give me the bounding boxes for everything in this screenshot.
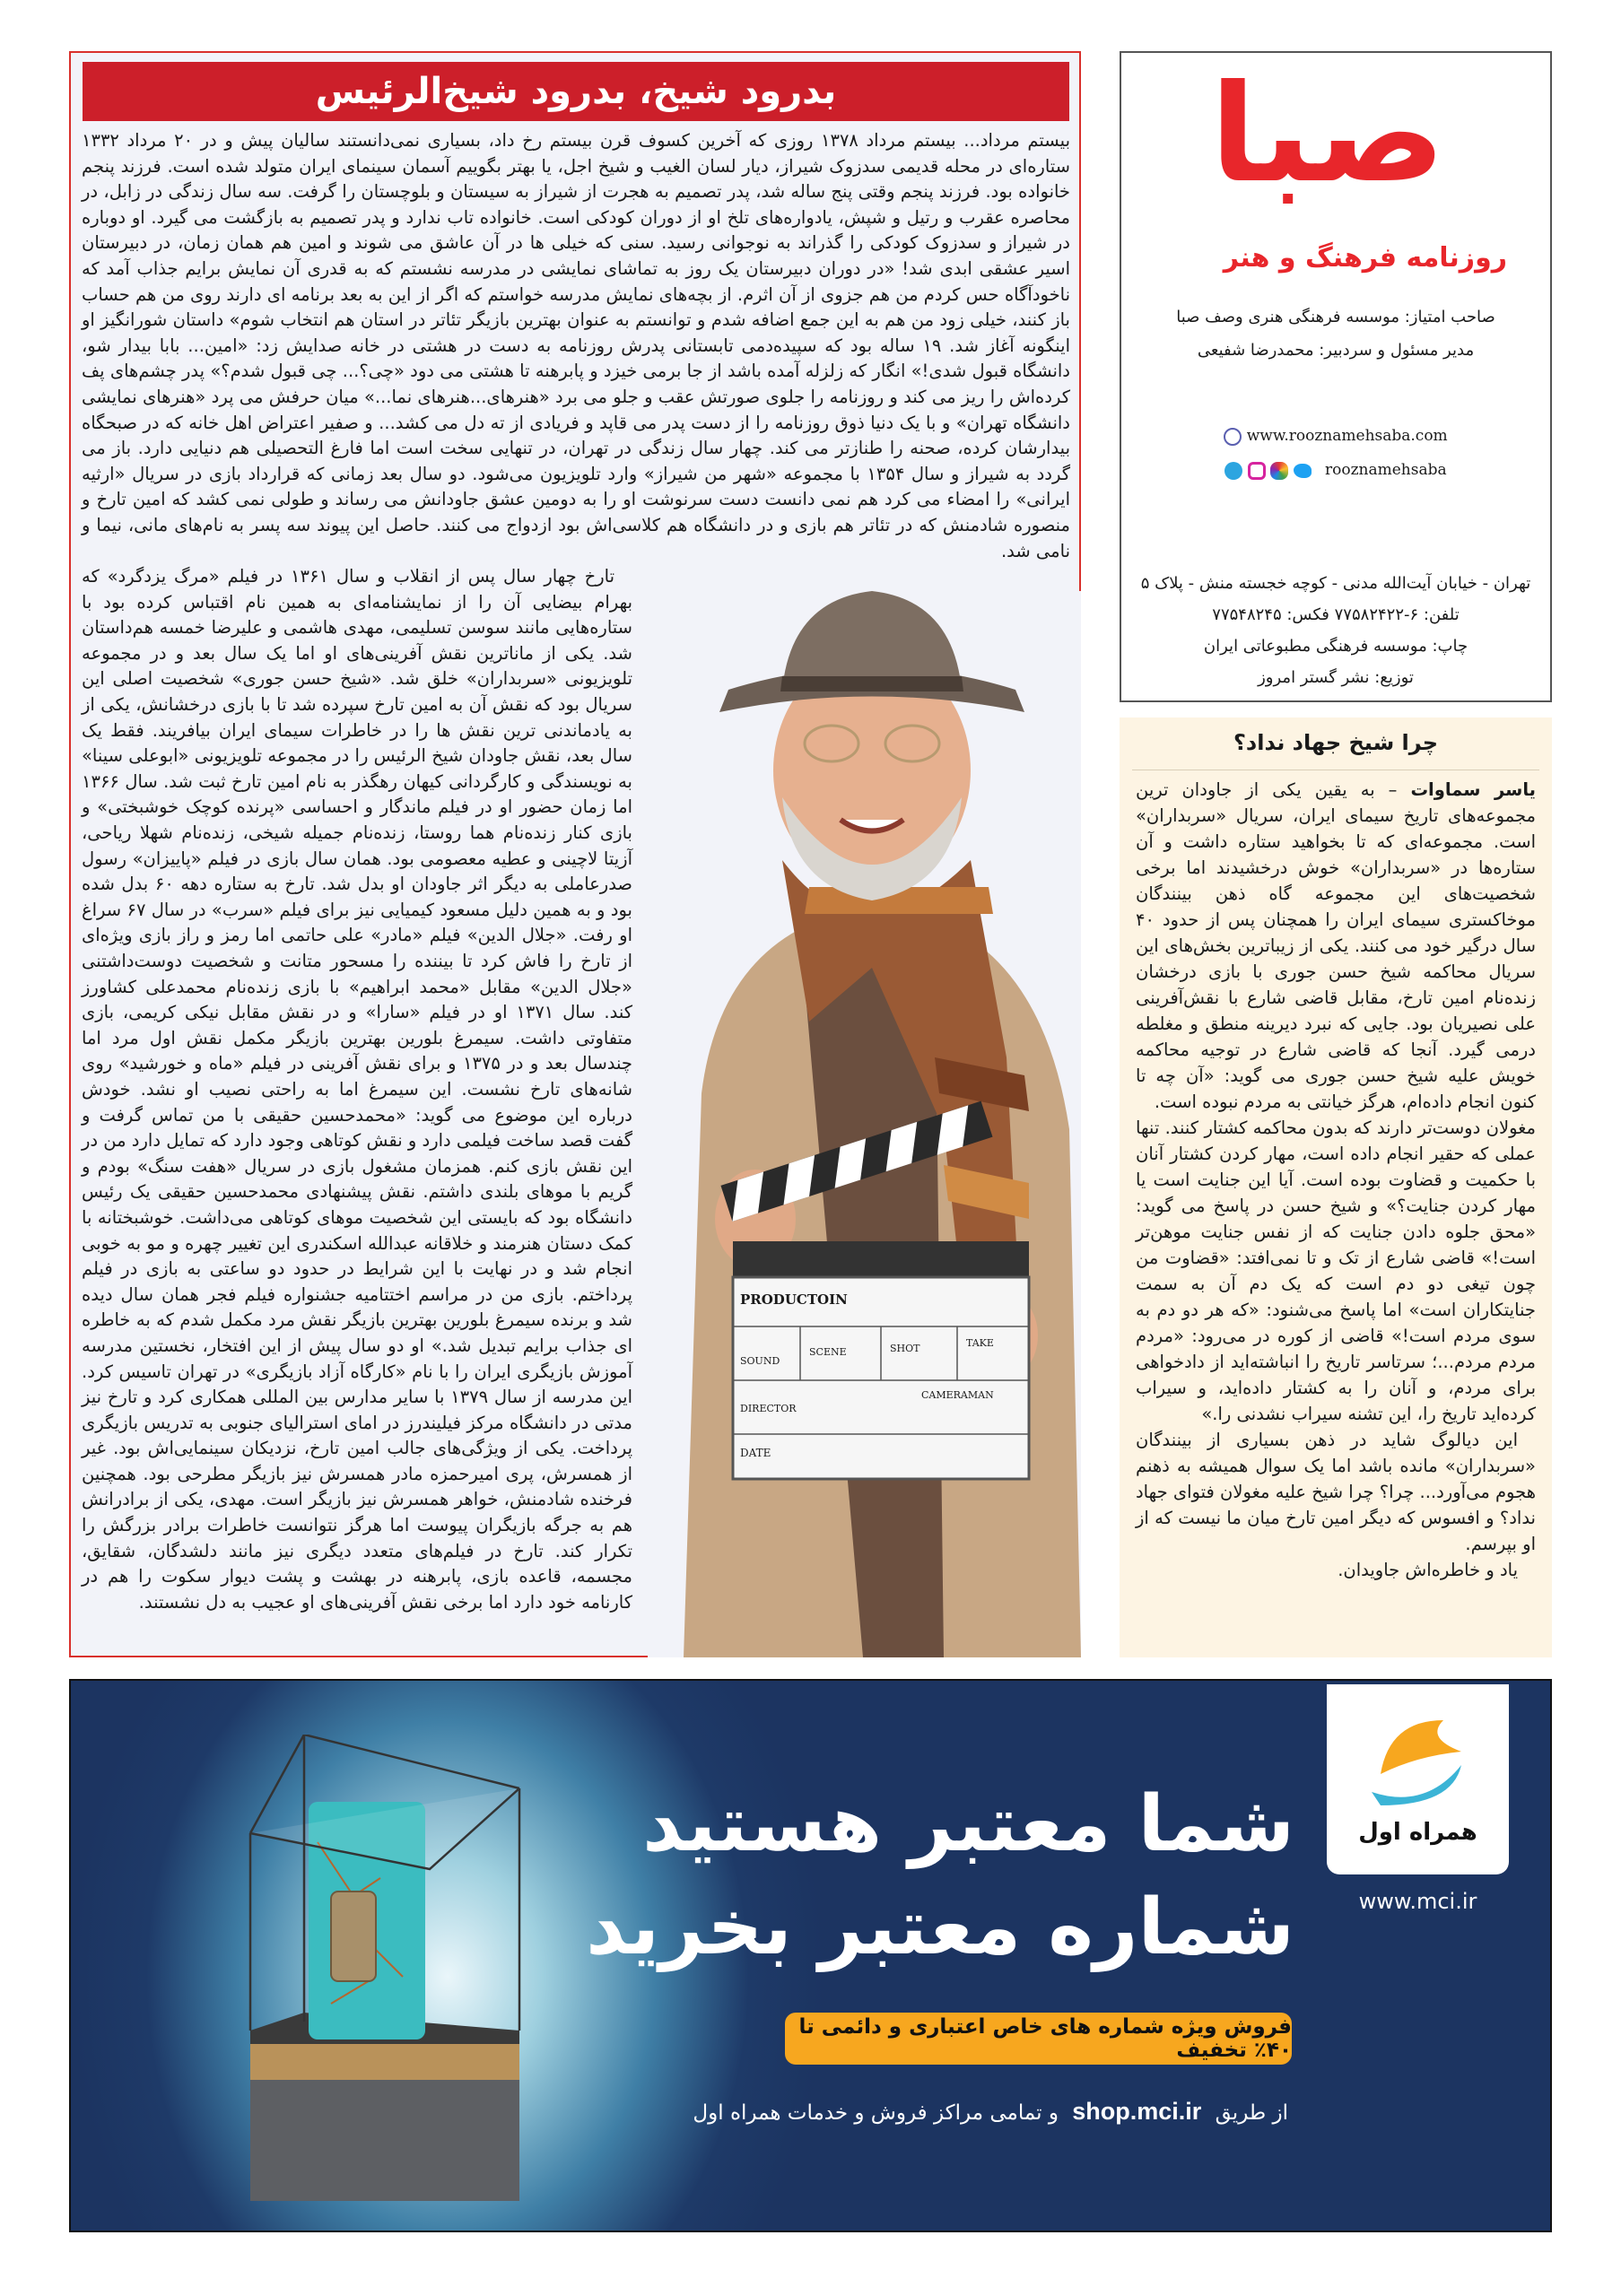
offer-banner[interactable] [785, 2013, 1292, 2065]
twitter-icon[interactable] [1294, 464, 1312, 478]
article-title: بدرود شیخ، بدرود شیخ‌الرئیس [83, 62, 1069, 121]
mci-logo-card[interactable] [1327, 1684, 1509, 1874]
mci-logo-icon [1327, 1684, 1509, 1819]
main-article [69, 51, 1081, 1657]
logo-wordmark: صبا [1209, 57, 1446, 213]
sidebar-paragraph: مغولان دوست‌تر دارند که بدون محاکمه کشتار کنند. تنها عملی که حقیر انجام داده است، مهار کردن کشتار آنان با حکمیت و قضاوت بوده است. آیا این جنایت است یا مهار کردن جنایت؟» و شیخ حسن در پاسخ می گوید: «محق جلوه دادن جنایت که از نفس جنایت موهن‌تر است!» قاضی شارع از تک و تا نمی‌افتد: «قضاوت من چون تیغی دو دم است که یک دم آن به سمت جنایتکاران است» اما پاسخ می‌شنود: «که هر دو دم به سوی مردم است!» قاضی از کوره در می‌رود: «مردم مردم مردم...؛ سرتاسر تاریخ را انباشته‌اید از دادخواهی برای مردم، و آنان را به کشتار داده‌اید، و سیراب کرده‌اید تاریخ را، این تشنه سیراب نشدنی را.» [1136, 1118, 1536, 1424]
clapper-director: DIRECTOR [740, 1403, 797, 1414]
clapper-scene: SCENE [809, 1346, 847, 1358]
website-row[interactable] [1121, 424, 1550, 448]
distribution-line: توزیع: نشر گستر امروز [1258, 668, 1414, 687]
sidebar-signoff: یاد و خاطره‌اش جاویدان. [1338, 1560, 1518, 1580]
globe-icon [1224, 428, 1242, 446]
telegram-icon[interactable] [1224, 462, 1242, 480]
actor-photo [648, 591, 1081, 1657]
sim-display-case-illustration [232, 1735, 528, 2201]
saba-logo [1157, 58, 1525, 291]
social-row [1121, 458, 1550, 482]
sidebar-author: یاسر سماوات [1410, 779, 1536, 800]
sidebar-column [1120, 718, 1552, 1657]
phone-line: تلفن: ۶-۷۷۵۸۲۴۲۲ فکس: ۷۷۵۴۸۲۴۵ [1212, 605, 1460, 624]
instagram-icon[interactable] [1248, 462, 1266, 480]
ad-headline-2: شماره معتبر بخرید [586, 1883, 1294, 1972]
sidebar-body [1136, 777, 1536, 1583]
clapper-sound: SOUND [740, 1355, 780, 1367]
offer-text: فروش ویژه شماره های خاص اعتباری و دائمی تا ۴۰٪ تخفیف [798, 2015, 1292, 2062]
clapper-cameraman: CAMERAMAN [921, 1389, 994, 1401]
article-paragraph: تارخ چهار سال پس از انقلاب و سال ۱۳۶۱ در فیلم «مرگ یزدگرد» که بهرام بیضایی آن را از نمایشنامه‌ای به همین نام اقتباس کرده بود با ستاره‌هایی مانند سوسن تسلیمی، مهدی هاشمی و علیرضا خمسه هم‌داستان شد. یکی از ماناترین نقش آفرینی‌های او اما یک سال بعد و در مجموعه تلویزیونی «سربداران» خلق شد. «شیخ حسن جوری» شخصیت اصلی این سریال بود که نقش آن به امین تارخ سپرده شد تا با بازی درخشانش، یکی از به یادماندنی ترین نقش ها را در خاطرات سیمای ایران بیافریند. فقط یک سال بعد، نقش جاودان شیخ الرئیس را در مجموعه تلویزیونی «ابوعلی سینا» به نویسندگی و کارگردانی کیهان رهگذر به نام امین تارخ ثبت شد. سال ۱۳۶۶ اما زمان حضور او در فیلم ماندگار و احساسی «پرنده کوچک خوشبختی» و بازی کنار زنده‌نام هما روستا، زنده‌نام جمیله شیخی، زنده‌نام شهلا ریاحی، آزیتا لاچینی و عطیه معصومی بود. همان سال بازی در فیلم «پاییزان» رسول صدرعاملی به دیگر اثر جاودان او بدل شد. تارخ به ستاره دهه ۶۰ بدل شده بود و به همین دلیل مسعود کیمیایی نیز برای فیلم «سرب» در سال ۶۷ سراغ او رفت. «جلال الدین» فیلم «مادر» علی حاتمی اما رمز و راز بازی ویژه‌ای از تارخ را فاش کرد تا بیننده را مسحور متانت و شخصیت دوست‌داشتنی «جلال الدین» مقابل «محمد ابراهیم» با بازی زنده‌نام محمدعلی کشاورز کند. سال ۱۳۷۱ او در فیلم «سارا» و در نقش مقابل نیکی کریمی، بازی متفاوتی داشت. سیمرغ بلورین بهترین بازیگر مکمل نقش اول مرد اما چندسال بعد و در ۱۳۷۵ و برای نقش آفرینی در فیلم «ماه و خورشید» روی شانه‌های تارخ نشست. این سیمرغ اما به راحتی نصیب او نشد. خودش درباره این موضوع می گوید: «محمدحسین حقیقی با من تماس گرفت و گفت قصد ساخت فیلمی دارد و نقش کوتاهی وجود دارد که تمایل دارد من در این نقش بازی کنم. همزمان مشغول بازی در سریال «هفت سنگ» بودم و گریم با موهای بلندی داشتم. نقش پیشنهادی محمدحسین حقیقی یک رئیس دانشگاه بود که بایستی این شخصیت موهای کوتاهی می‌داشت. خوشبختانه با کمک دستان هنرمند و خلاقانه عبدالله اسکندری این تغییر چهره و مو به خوبی انجام شد و در نهایت با این شرایط در حدود دو ساعتی به بازی در فیلم پرداختم. بازی من در مراسم اختتامیه جشنواره فیلم فجر همان سال دیده شد و برنده سیمرغ بلورین بهترین بازیگر نقش مرد مکمل شدم که به خاطره ای جذاب برایم تبدیل شد.» او دو سال پیش از این افتخار، نخستین مدرسه آموزش بازیگری ایران را با نام «کارگاه آزاد بازیگری» در تهران تاسیس کرد. این مدرسه از سال ۱۳۷۹ با سایر مدارس بین المللی همکاری کرد و تارخ نیز مدتی در دانشگاه مرکز فیلیندرز در امای استرالیای جنوبی به تدریس بازیگری پرداخت. یکی از ویژگی‌های جالب امین تارخ، نزدیکان سینمایی‌اش بود. غیر از همسرش، پری امیرحمزه مادر همسرش نیز بازیگر مطرحی بود. همچنین فرخنده شادمنش، خواهر همسرش نیز بازیگر است. مهدی، یکی از برادرانش هم به جرگه بازیگران پیوست اما هرگز نتوانست خاطرات برادر بزرگش را تکرار کند. تارخ در فیلم‌های متعدد دیگری نیز مانند دلشدگان، شقایق، مجسمه، قاعده بازی، پابرهنه در بهشت و پشت دیوار سکوت را هم در کارنامه خود دارد اما برخی نقش آفرینی‌های او عجیب به دل نشستند. [82, 566, 632, 1613]
masthead [1120, 51, 1552, 702]
editor-line: مدیر مسئول و سردبیر: محمدرضا شفیعی [1197, 341, 1475, 360]
sidebar-paragraph: این دیالوگ شاید در ذهن بسیاری از بینندگان «سربداران» مانده باشد اما یک سوال همیشه به ذهنم هجوم می‌آورد... چرا؟ چرا شیخ علیه مغولان فتوای جهاد نداد؟ و افسوس که دیگر امین تارخ میان ما نیست که از او بپرسم. [1136, 1430, 1536, 1554]
sidebar-title: چرا شیخ جهاد نداد؟ [1233, 730, 1439, 755]
mci-advertisement[interactable] [69, 1679, 1552, 2232]
aparat-icon[interactable] [1270, 462, 1288, 480]
ad-headline-1: شما معتبر هستید [642, 1779, 1294, 1869]
channels-prefix: از طریق [1215, 2101, 1288, 2125]
social-handle[interactable]: rooznamehsaba [1324, 461, 1447, 479]
clapper-shot: SHOT [890, 1343, 920, 1354]
ad-channels [693, 2098, 1288, 2126]
website-link[interactable]: www.rooznamehsaba.com [1246, 427, 1448, 445]
mci-brand-name: همراه اول [1358, 1819, 1477, 1846]
actor-illustration [648, 591, 1081, 1657]
clapper-take: TAKE [966, 1337, 994, 1349]
sidebar-paragraph: – به یقین یکی از جاودان ترین مجموعه‌های تاریخ سیمای ایران، سریال «سربداران» است. مجموعه‌ای که تا بخواهید ستاره داشت و آن ستاره‌ها در «سربداران» خوش درخشیدند اما برخی شخصیت‌های این مجموعه گاه ذهن بینندگان موخاکستری سیمای ایران را همچنان پس از حدود ۴۰ سال درگیر خود می کنند. یکی از زیباترین بخش‌های این سریال محاکمه شیخ حسن جوری با بازی درخشان زنده‌نام امین تارخ، مقابل قاضی شارع با نقش‌آفرینی علی نصیریان بود. جایی که نبرد دیرینه منطق و مغلطه درمی گیرد. آنجا که قاضی شارع در توجیه محاکمه خویش علیه شیخ حسن جوری می گوید: «آن چه تا کنون انجام داده‌ام، هرگز خیانتی به مردم نبوده است. [1136, 779, 1536, 1112]
channels-suffix: و تمامی مراکز فروش و خدمات همراه اول [693, 2101, 1059, 2125]
mci-website[interactable]: www.mci.ir [1358, 1889, 1477, 1914]
address-line: تهران - خیابان آیت‌الله مدنی - کوچه خجسته منش - پلاک ۵ [1140, 574, 1531, 593]
logo-tagline: روزنامه فرهنگ و هنر [1223, 242, 1507, 274]
clapper-production: PRODUCTOIN [740, 1292, 848, 1308]
article-paragraph: بیستم مرداد... بیستم مرداد ۱۳۷۸ روزی که آخرین کسوف قرن بیستم رخ داد، بسیاری نمی‌دانستند سالیان پیش و در ۲۰ مرداد ۱۳۳۲ ستاره‌ای در محله قدیمی سدزوک شیراز، دیار لسان الغیب و شیخ اجل، یا بهتر بگوییم آسمان سینمای ایران متولد شده است. فرزند پنجم خانواده بود. فرزند پنجم وقتی پنج ساله شد، پدر تصمیم به هجرت از شیراز به سیستان و بلوچستان را گرفت. سه سال زندگی در زابل، در محاصره عقرب و رتیل و شپش، یادواره‌های تلخ او از دوران کودکی است. خانواده تاب ندارد و پدر تصمیم به بازگشت می گیرد. او دوباره در شیراز و سدزوک کودکی را گذراند به نوجوانی رسید. سنی که خیلی ها در آن عاشق می شوند و امین هم همان زمان، در دبیرستان اسیر عشقی ابدی شد! «در دوران دبیرستان یک روز به تماشای نمایشی در مدرسه نشستم که به قدری آن نمایش برایم جذاب آمد که ناخودآگاه حس کردم من هم جزوی از آن اثرم. از بچه‌های نمایش مدرسه خواستم که اگر از این به بعد برنامه ای دارند روی من هم حساب باز کنند، خیلی زود من هم به این جمع اضافه شدم و توانستم به عنوان بهترین بازیگر تئاتر در استان هم انتخاب شوم» داستان شورانگیز او اینگونه آغاز شد. ۱۹ ساله بود که سپیده‌دمی تابستانی پدرش روزنامه به دست در هشتی در خانه صدایش زد: «امین... بابا بیدار شو، دانشگاه قبول شدی!» انگار که زلزله آمده باشد از جا برمی خیزد و پابرهنه تا هشتی می دود «چی؟... چی قبول شدم؟» پدر چشم‌های پف کرده‌اش را ریز می کند و روزنامه را جلوی صورتش عقب و جلو می برد «هنرهای...هنرهای نما...» میان حرفش می پرد «هنرهای نمایشی دانشگاه تهران» و با یک دنیا ذوق روزنامه را از دست پدر می قاپد و فریادی از ته دل می کشد... و صفیر اعتراض اهل خانه که در صبحگاه بیدارشان کرده، صحنه را طنازتر می کند. چهار سال زندگی در تهران، در تنهایی سخت است اما فارغ التحصیلی هم دنیایی دارد. باز می گردد به شیراز و سال ۱۳۵۴ با مجموعه «شهر من شیراز» وارد تلویزیون می‌شود. دو سال بعد زمانی که قرارداد بازی در سریال «ارثیه ایرانی» را امضاء می کرد هم نمی دانست دست سرنوشت او را به دومین عشق جاودانش می رساند و طولی نمی کشد که امین تارخ و منصوره شادمنش که در تئاتر هم بازی و در دانشگاه هم کلاسی‌اش بود ازدواج می کنند. حاصل این پیوند سه پسر به نام‌های مانی، نیما و نامی شد. [82, 130, 1070, 561]
print-line: چاپ: موسسه فرهنگی مطبوعاتی ایران [1203, 637, 1468, 656]
clapper-date: DATE [740, 1447, 771, 1459]
owner-line: صاحب امتیاز: موسسه فرهنگی هنری وصف صبا [1176, 308, 1495, 326]
shop-link[interactable]: shop.mci.ir [1072, 2098, 1202, 2125]
